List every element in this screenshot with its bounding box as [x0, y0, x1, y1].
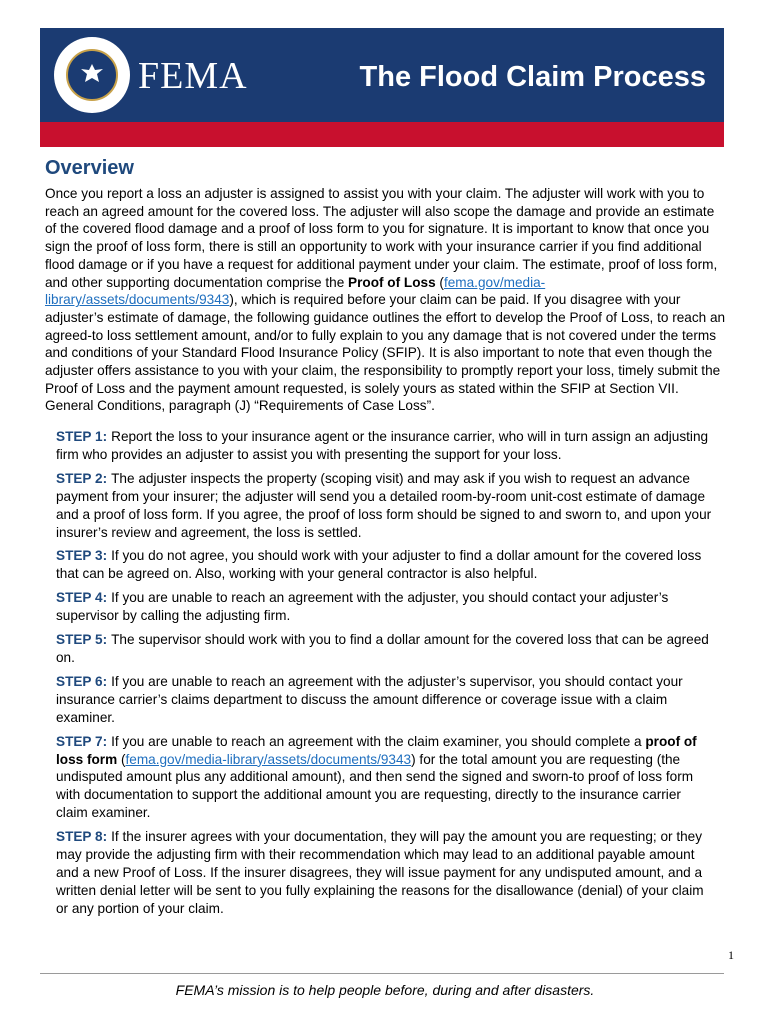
step-6	[56, 673, 712, 727]
step-6-label: STEP 6:	[56, 673, 108, 689]
steps-list	[56, 428, 712, 924]
step-8-label: STEP 8:	[56, 829, 108, 845]
step-3	[56, 547, 712, 583]
overview-paragraph	[45, 185, 729, 415]
overview-heading: Overview	[45, 157, 134, 179]
header-stripe	[40, 122, 724, 147]
step-6-text: If you are unable to reach an agreement with the adjuster’s supervisor, you should contact your insurance carrier’s claims department to discuss the amount difference or coverage issue with a claim examiner.	[56, 673, 683, 725]
step-4-label: STEP 4:	[56, 590, 108, 606]
header-banner	[40, 28, 724, 122]
step-5-label: STEP 5:	[56, 632, 108, 648]
step-5-text: The supervisor should work with you to find a dollar amount for the covered loss that can be agreed on.	[56, 632, 709, 665]
step-5	[56, 631, 712, 667]
dhs-seal	[54, 37, 130, 113]
proof-of-loss-bold: Proof of Loss	[348, 274, 436, 290]
overview-text-1: Once you report a loss an adjuster is assigned to assist you with your claim. The adjuster will work with you to reach an agreed amount for the covered loss. The adjuster will also scope the damage and provide an estimate of the covered flood damage and a proof of loss form to you for signature. It is important to know that once you sign the proof of loss form, there is still an opportunity to work with your insurance carrier if you find additional flood damage or if you have a request for additional payment under your claim. The estimate, proof of loss form, and other supporting documentation comprise the	[45, 186, 718, 290]
proof-of-loss-form-bold: proof of loss form	[56, 733, 697, 767]
footer-divider	[40, 973, 724, 974]
step-1-text: Report the loss to your insurance agent or the insurance carrier, who will in turn assign an adjusting firm who provides an adjuster to assist you with presenting the support for your loss.	[56, 429, 709, 462]
footer-mission: FEMA’s mission is to help people before, during and after disasters.	[175, 982, 595, 998]
step-2	[56, 470, 712, 542]
step-2-label: STEP 2:	[56, 470, 108, 486]
step-3-text: If you do not agree, you should work with your adjuster to find a dollar amount for the covered loss that can be agreed on. Also, working with your general contractor is also helpful.	[56, 548, 702, 582]
step-7-label: STEP 7:	[56, 733, 108, 749]
step-8	[56, 828, 712, 918]
page-number: 1	[728, 948, 734, 962]
step-7-text-b: (	[117, 751, 126, 767]
page-title: The Flood Claim Process	[359, 61, 706, 93]
step-4	[56, 589, 712, 625]
step-4-text: If you are unable to reach an agreement with the adjuster, you should contact your adjuster’s supervisor by calling the adjusting firm.	[56, 590, 669, 624]
step-8-text: If the insurer agrees with your documentation, they will pay the amount you are requesting; or they may provide the adjusting firm with their recommendation which may lead to an additional payable amount and a new Proof of Loss. If the insurer disagrees, they will issue payment for any undisputed amount, and a written denial letter will be sent to you fully explaining the reasons for the disallowance (denial) of your claim or any portion of your claim.	[56, 829, 704, 916]
fema-logo-text: FEMA	[138, 55, 248, 97]
step-1	[56, 428, 712, 464]
overview-text-2: (	[435, 274, 444, 290]
step-7	[56, 733, 712, 823]
step-3-label: STEP 3:	[56, 548, 108, 564]
eagle-icon	[66, 49, 118, 101]
proof-of-loss-form-link[interactable]: fema.gov/media-library/assets/documents/9343	[125, 751, 412, 767]
overview-text-3: ), which is required before your claim can be paid. If you disagree with your adjuster’s estimate of damage, the following guidance outlines the effort to develop the Proof of Loss, to reach an agreed-to loss settlement amount, and/or to fully explain to you any damage that is not covered under the terms and conditions of your Standard Flood Insurance Policy (SFIP). It is also important to note that even though the adjuster offers assistance to you with your claim, the responsibility to promptly report your loss, timely submit the Proof of Loss and the payment amount requested, is solely yours as stated within the SFIP at Section VII. General Conditions, paragraph (J) “Requirements of Case Loss”.	[45, 292, 726, 414]
step-7-text-a: If you are unable to reach an agreement with the claim examiner, you should complete a	[111, 733, 646, 749]
step-1-label: STEP 1:	[56, 429, 108, 444]
proof-of-loss-link[interactable]: fema.gov/media-library/assets/documents/9343	[45, 274, 546, 308]
step-2-text: The adjuster inspects the property (scoping visit) and may ask if you wish to request an advance payment from your insurer; the adjuster will send you a detailed room-by-room unit-cost estimate of damage and a proof of loss form. If you agree, the proof of loss form should be signed to and sworn to, and upon your insurer’s review and agreement, the loss is settled.	[56, 470, 712, 540]
step-7-text-c: ) for the total amount you are requesting (the undisputed amount plus any additional amount), and then send the signed and sworn-to proof of loss form with documentation to support the additional amount you are requesting, directly to the insurance carrier claim examiner.	[56, 751, 694, 821]
